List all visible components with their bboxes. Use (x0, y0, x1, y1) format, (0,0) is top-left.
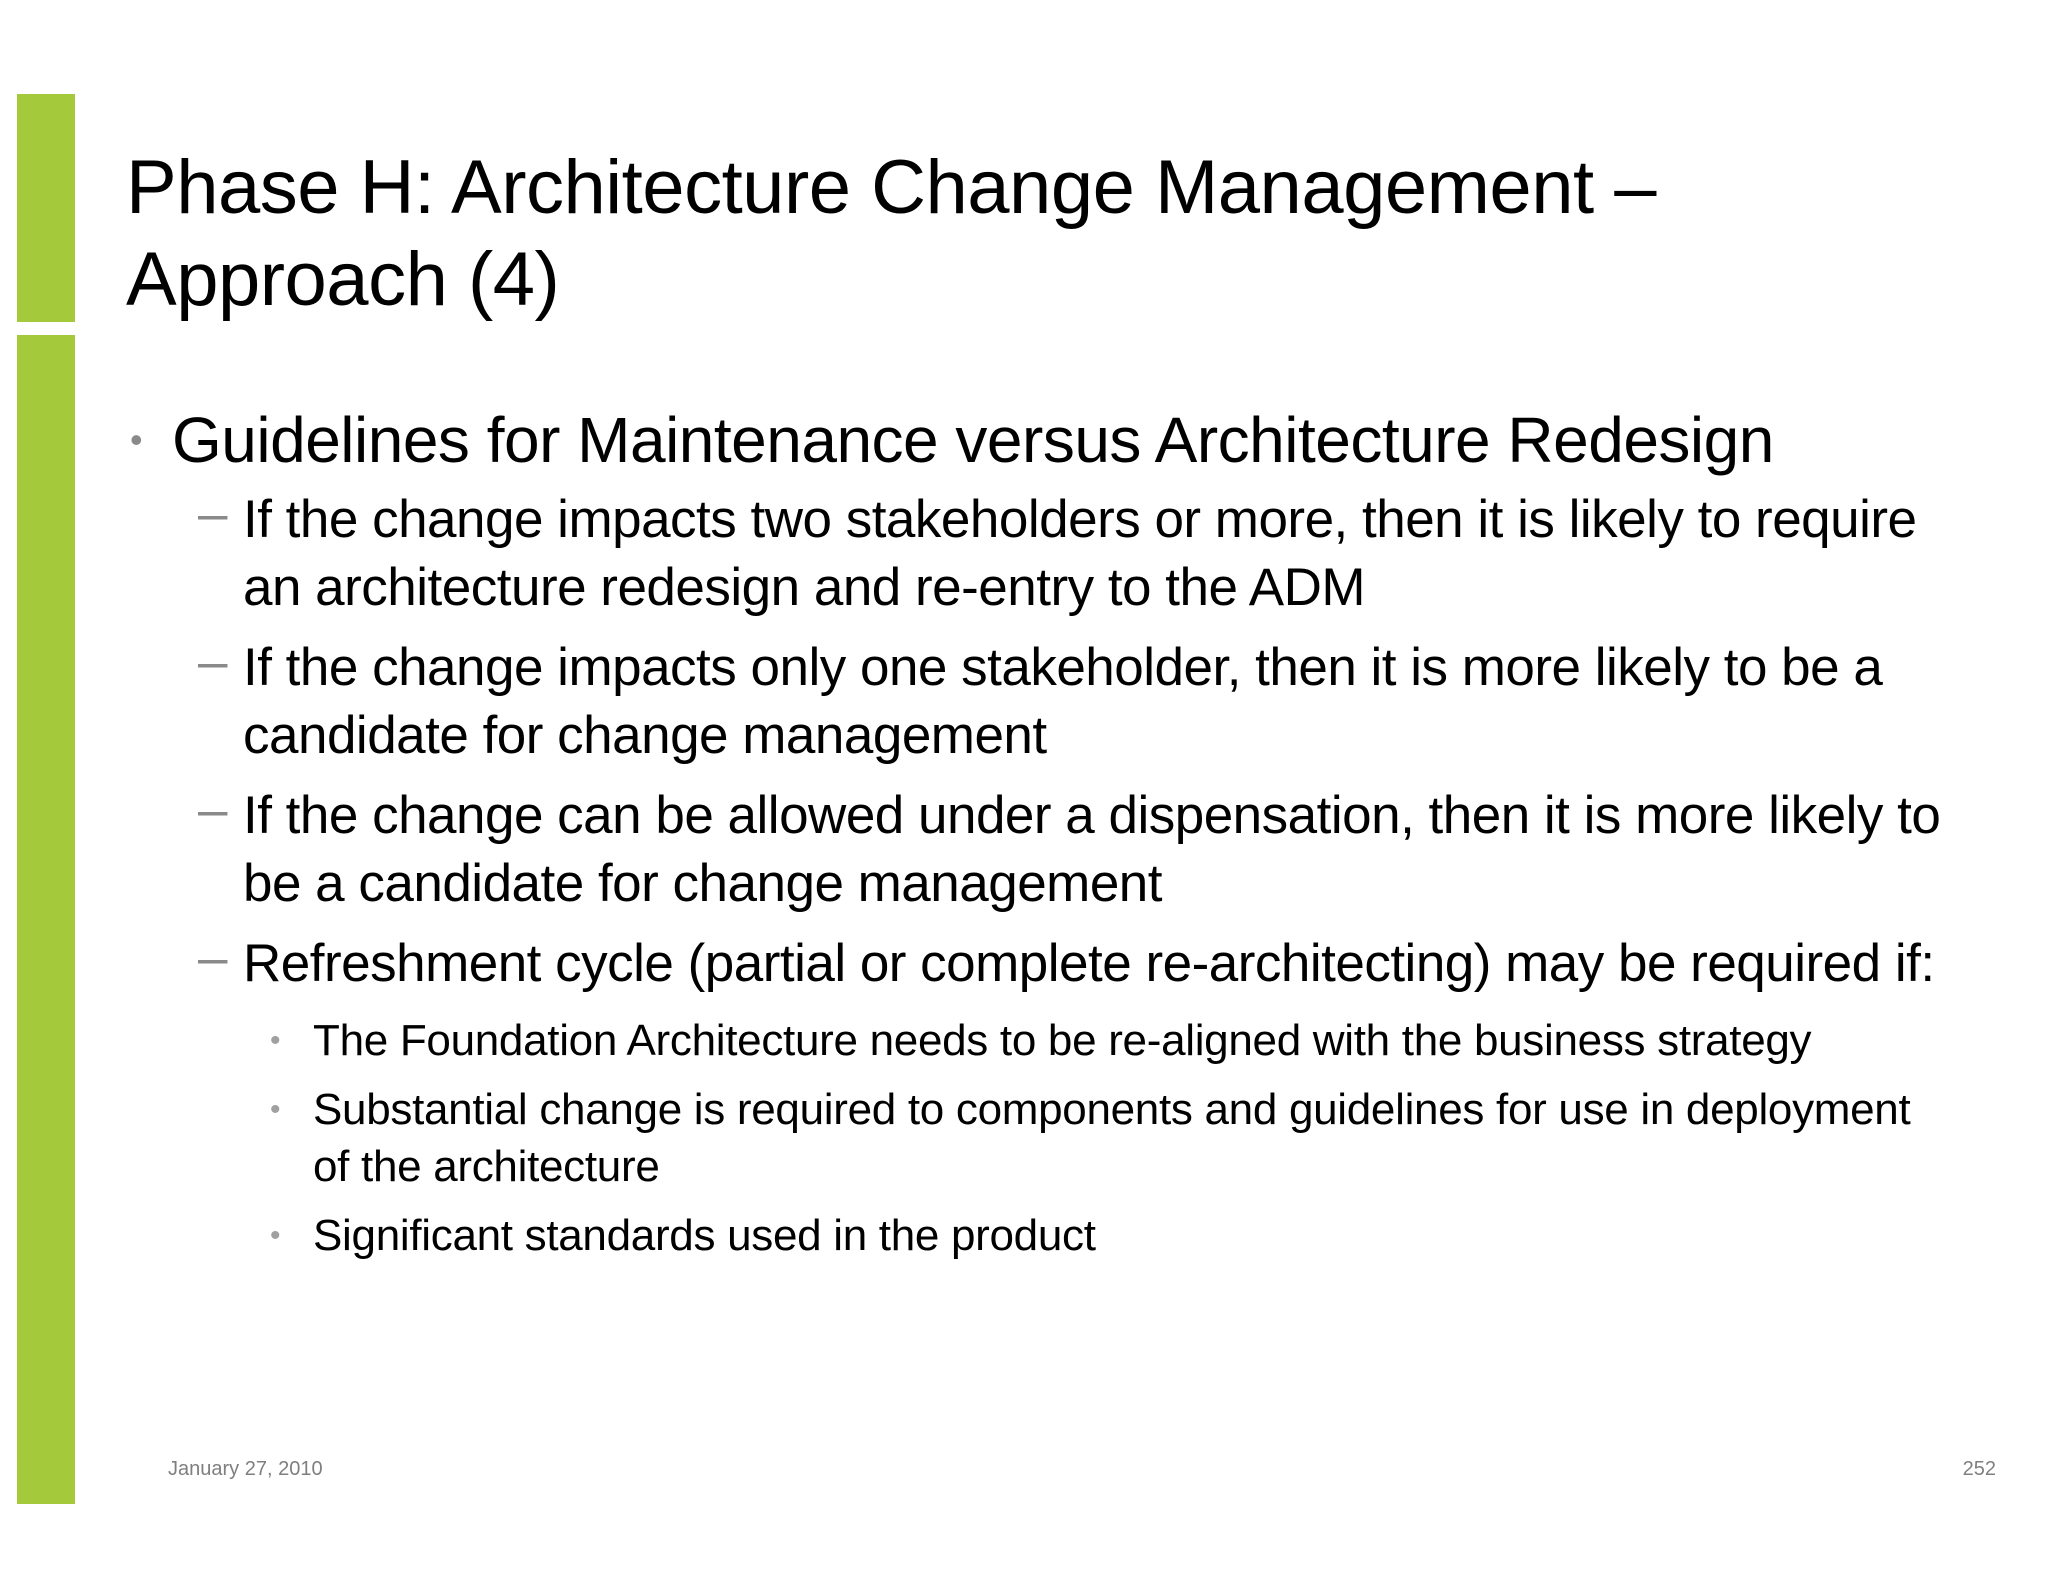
sub-bullet-text: Refreshment cycle (partial or complete re-architecting) may be required if: (243, 934, 1935, 993)
bullet-marker: • (130, 419, 143, 460)
footer-date: January 27, 2010 (168, 1458, 323, 1480)
page-number: 252 (1962, 1458, 1996, 1480)
sub-bullet-text: If the change can be allowed under a dispensation, then it is more likely to be a candidate for change management (243, 786, 1941, 913)
sub-sub-bullet (126, 1081, 1946, 1195)
dash-marker: – (198, 632, 227, 691)
sub-bullet (126, 634, 1946, 770)
dash-marker: – (198, 780, 227, 839)
slide-content (126, 398, 1946, 1264)
sub-sub-bullet (126, 1207, 1946, 1264)
bullet-text: Guidelines for Maintenance versus Architecture Redesign (172, 404, 1774, 476)
accent-bar-bottom (17, 335, 75, 1504)
sub-bullet (126, 782, 1946, 918)
sub-bullet-text: If the change impacts only one stakeholder, then it is more likely to be a candidate for change management (243, 638, 1883, 765)
sub-bullet-text: If the change impacts two stakeholders or more, then it is likely to require an architecture redesign and re-entry to the ADM (243, 490, 1917, 617)
sub-sub-bullet-text: Significant standards used in the product (313, 1211, 1096, 1260)
bullet-marker: • (270, 1024, 281, 1057)
dash-marker: – (198, 928, 227, 987)
sub-sub-bullet-text: Substantial change is required to components and guidelines for use in deployment of the architecture (313, 1085, 1911, 1191)
bullet-main (126, 398, 1946, 482)
accent-bar-top (17, 94, 75, 322)
sub-sub-bullet (126, 1012, 1946, 1069)
slide-title: Phase H: Architecture Change Management – Approach (4) (126, 145, 1656, 322)
bullet-marker: • (270, 1219, 281, 1252)
dash-marker: – (198, 484, 227, 543)
sub-bullet (126, 486, 1946, 622)
bullet-marker: • (270, 1093, 281, 1126)
sub-bullet (126, 930, 1946, 998)
sub-sub-bullet-text: The Foundation Architecture needs to be re-aligned with the business strategy (313, 1016, 1812, 1065)
